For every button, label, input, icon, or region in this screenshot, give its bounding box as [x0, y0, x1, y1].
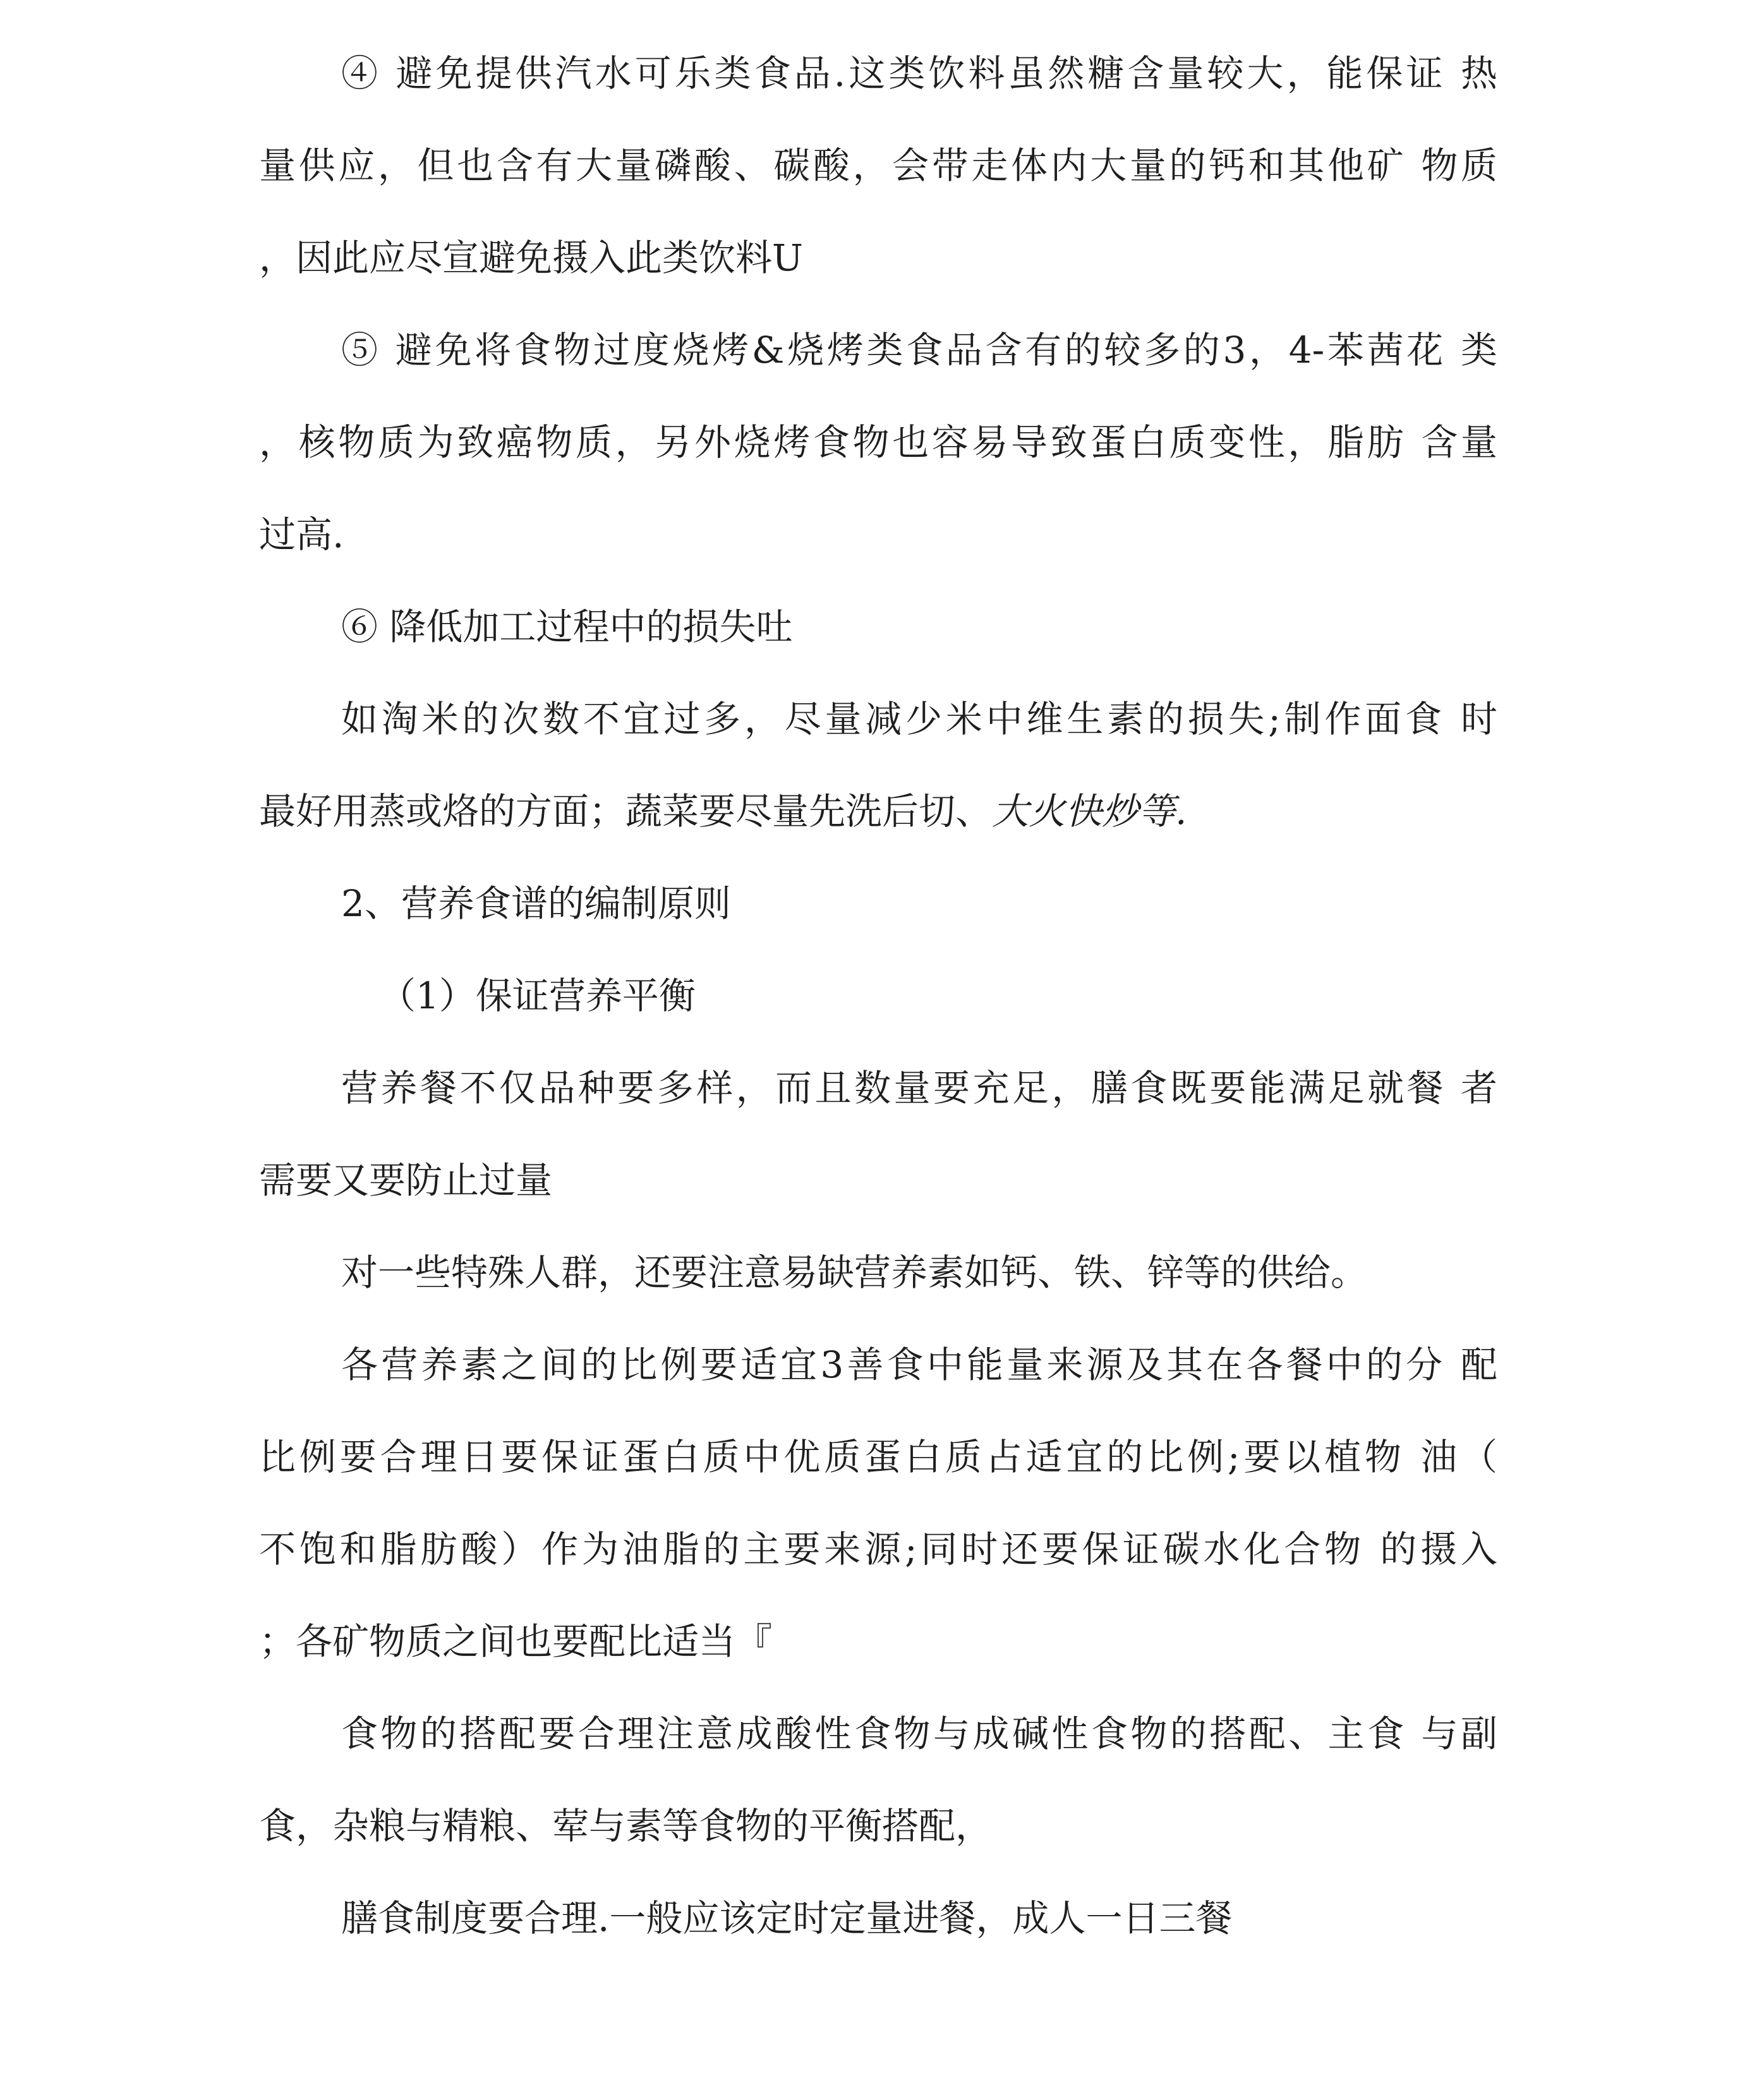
text-line: 需要又要防止过量: [259, 1159, 553, 1202]
text-line: 食，杂粮与精粮、荤与素等食物的平衡搭配，: [259, 1804, 993, 1847]
text-line: ，核物质为致癌物质，另外烧烤食物也容易导致蛋白质变性，脂肪 含量: [259, 421, 1497, 464]
text-line: ④ 避免提供汽水可乐类食品.这类饮料虽然糖含量较大，能保证 热: [341, 52, 1497, 95]
text-line-with-italic: [259, 776, 1497, 868]
text-line: 各营养素之间的比例要适宜3善食中能量来源及其在各餐中的分 配: [341, 1343, 1497, 1386]
text-line: 如淘米的次数不宜过多，尽量减少米中维生素的损失;制作面食 时: [341, 698, 1497, 740]
section-heading: 2、营养食谱的编制原则: [341, 882, 731, 925]
text-line: 不饱和脂肪酸）作为油脂的主要来源;同时还要保证碳水化合物 的摄入: [259, 1528, 1497, 1571]
text-line: ；各矿物质之间也要配比适当『: [259, 1620, 773, 1663]
text-line: ⑥ 降低加工过程中的损失吐: [341, 605, 793, 648]
text-line: 过高.: [259, 513, 344, 556]
document-page: [259, 38, 1497, 1975]
text-line: ，因此应尽宣避免摄入此类饮料U: [259, 236, 803, 279]
text-line: 食物的搭配要合理注意成酸性食物与成碱性食物的搭配、主食 与副: [341, 1712, 1497, 1755]
text-line: ⑤ 避免将食物过度烧烤&烧烤类食品含有的较多的3，4-苯茜花 类: [341, 329, 1497, 372]
subsection-heading: （1）保证营养平衡: [379, 974, 696, 1017]
text-segment: 最好用蒸或烙的方面；蔬菜要尽量先洗后切、: [259, 790, 993, 833]
text-line: 量供应，但也含有大量磷酸、碳酸，会带走体内大量的钙和其他矿 物质: [259, 144, 1497, 187]
text-line: 比例要合理日要保证蛋白质中优质蛋白质占适宜的比例;要以植物 油（: [259, 1435, 1497, 1478]
text-line: 对一些特殊人群，还要注意易缺营养素如钙、铁、锌等的供给。: [341, 1251, 1368, 1294]
italic-text-segment: 大火快炒等.: [992, 790, 1187, 833]
text-line: 膳食制度要合理.一般应该定时定量进餐，成人一日三餐: [341, 1897, 1233, 1940]
text-line: 营养餐不仅品种要多样，而且数量要充足，膳食既要能满足就餐 者: [341, 1067, 1497, 1109]
